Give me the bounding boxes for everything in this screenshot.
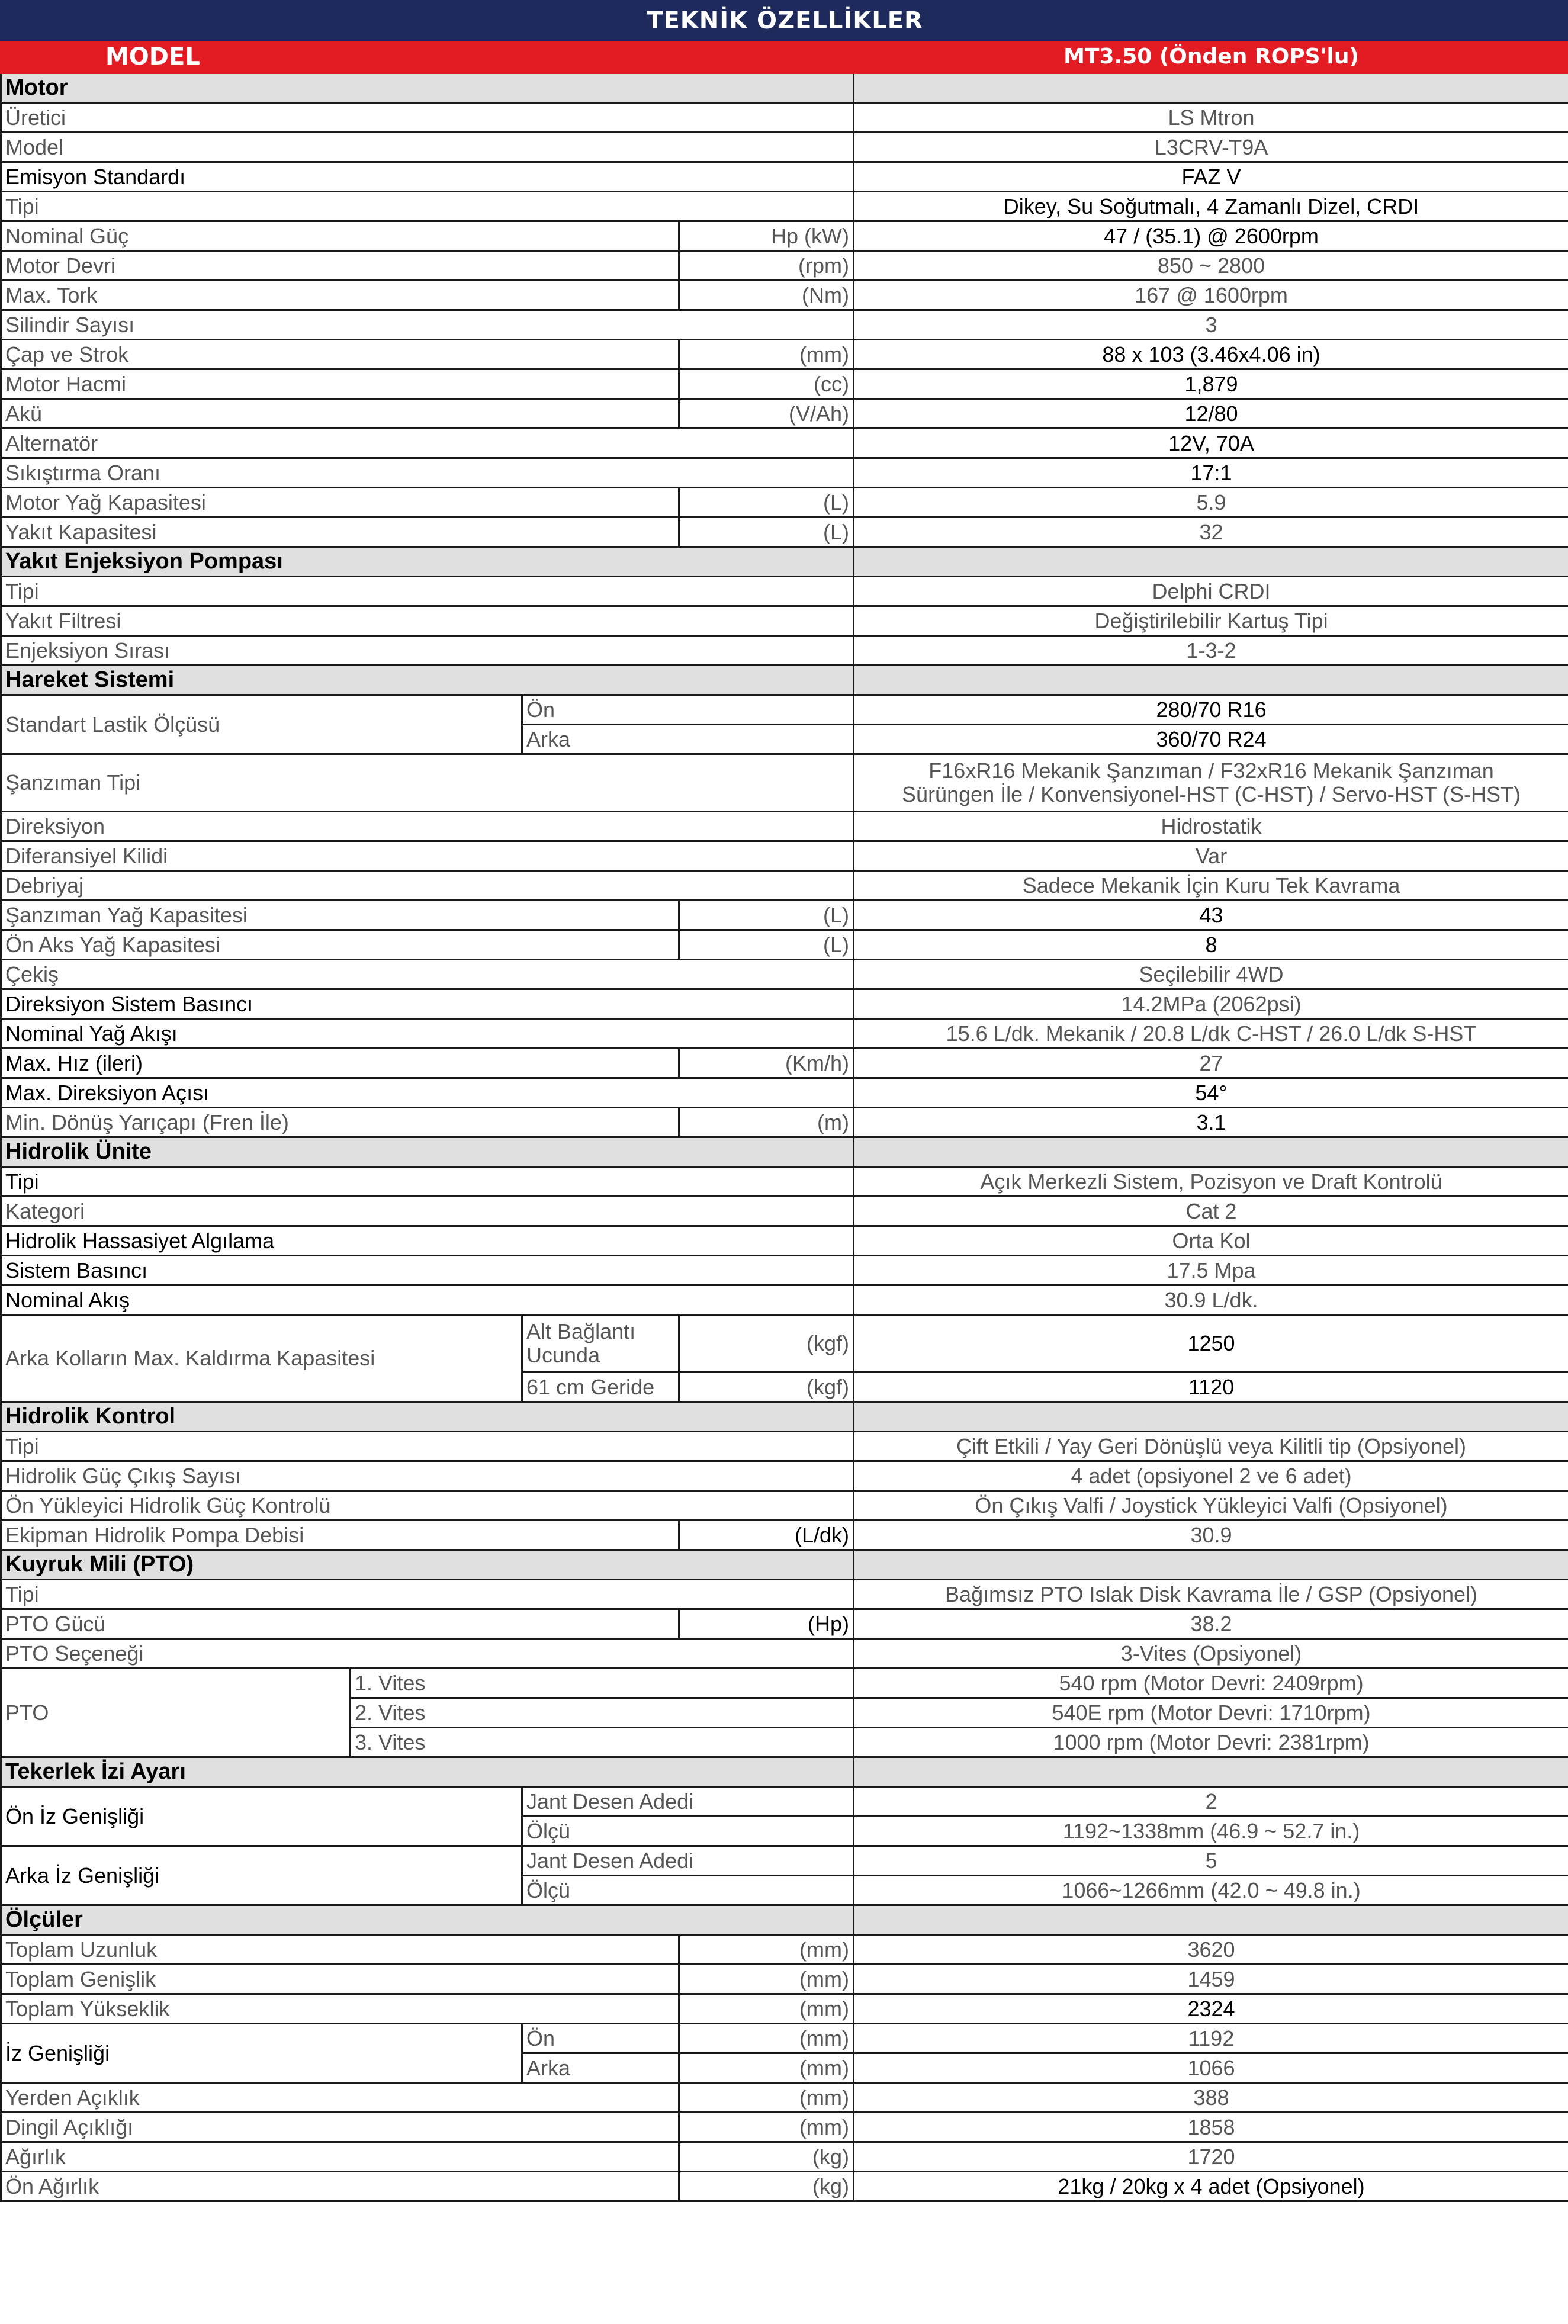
row-value: 15.6 L/dk. Mekanik / 20.8 L/dk C-HST / 26.0 L/dk S-HST bbox=[854, 1019, 1568, 1049]
row-label: Model bbox=[1, 133, 854, 162]
table-row bbox=[1, 695, 1568, 725]
table-row bbox=[1, 1078, 1568, 1108]
table-row bbox=[1, 1167, 1568, 1197]
table-row bbox=[1, 192, 1568, 221]
table-row bbox=[1, 930, 1568, 960]
row-label: Motor Hacmi bbox=[1, 369, 679, 399]
row-value: 1459 bbox=[854, 1965, 1568, 1994]
row-value: 1,879 bbox=[854, 369, 1568, 399]
table-row bbox=[1, 2172, 1568, 2201]
row-value: LS Mtron bbox=[854, 103, 1568, 133]
section-heading-hyd-control: Hidrolik Kontrol bbox=[1, 1402, 854, 1432]
row-unit: (mm) bbox=[679, 340, 854, 369]
row-sublabel: 3. Vites bbox=[351, 1728, 854, 1757]
section-heading-fill bbox=[854, 666, 1568, 695]
row-label: Nominal Akış bbox=[1, 1285, 854, 1315]
row-value: 2324 bbox=[854, 1994, 1568, 2024]
row-label: Debriyaj bbox=[1, 871, 854, 901]
row-label: Yakıt Kapasitesi bbox=[1, 517, 679, 547]
row-label: Direksiyon bbox=[1, 812, 854, 841]
row-label: Diferansiyel Kilidi bbox=[1, 841, 854, 871]
table-row bbox=[1, 871, 1568, 901]
table-row bbox=[1, 812, 1568, 841]
row-unit: (kgf) bbox=[679, 1372, 854, 1402]
row-sublabel: Jant Desen Adedi bbox=[522, 1846, 854, 1876]
row-value: 1250 bbox=[854, 1315, 1568, 1372]
table-row bbox=[1, 517, 1568, 547]
row-sublabel: 61 cm Geride bbox=[522, 1372, 679, 1402]
row-value: 850 ~ 2800 bbox=[854, 251, 1568, 281]
table-row bbox=[1, 1432, 1568, 1461]
section-heading-fill bbox=[854, 73, 1568, 103]
section-heading-fill bbox=[854, 1757, 1568, 1787]
table-row bbox=[1, 458, 1568, 488]
table-row bbox=[1, 1846, 1568, 1876]
row-unit: (L) bbox=[679, 901, 854, 930]
row-sublabel: Jant Desen Adedi bbox=[522, 1787, 854, 1817]
row-label: Nominal Güç bbox=[1, 221, 679, 251]
row-label: Min. Dönüş Yarıçapı (Fren İle) bbox=[1, 1108, 679, 1137]
row-value: 43 bbox=[854, 901, 1568, 930]
row-value: 12V, 70A bbox=[854, 429, 1568, 458]
row-label: Enjeksiyon Sırası bbox=[1, 636, 854, 666]
row-unit: (mm) bbox=[679, 2053, 854, 2083]
row-label: Şanzıman Yağ Kapasitesi bbox=[1, 901, 679, 930]
row-label: Emisyon Standardı bbox=[1, 162, 854, 192]
row-label: Max. Hız (ileri) bbox=[1, 1049, 679, 1078]
row-value: 1000 rpm (Motor Devri: 2381rpm) bbox=[854, 1728, 1568, 1757]
row-value: Delphi CRDI bbox=[854, 577, 1568, 606]
table-row bbox=[1, 2024, 1568, 2053]
row-unit: (kg) bbox=[679, 2172, 854, 2201]
table-row bbox=[1, 221, 1568, 251]
table-row bbox=[1, 1226, 1568, 1256]
row-value: 14.2MPa (2062psi) bbox=[854, 989, 1568, 1019]
row-label: Kategori bbox=[1, 1197, 854, 1226]
row-value: 1858 bbox=[854, 2113, 1568, 2142]
table-row bbox=[1, 251, 1568, 281]
row-value: 3.1 bbox=[854, 1108, 1568, 1137]
table-row bbox=[1, 429, 1568, 458]
section-heading-fill bbox=[854, 1402, 1568, 1432]
row-value: 167 @ 1600rpm bbox=[854, 281, 1568, 310]
table-row bbox=[1, 369, 1568, 399]
row-value: 1066~1266mm (42.0 ~ 49.8 in.) bbox=[854, 1876, 1568, 1905]
table-row bbox=[1, 606, 1568, 636]
row-value: Bağımsız PTO Islak Disk Kavrama İle / GSP (Opsiyonel) bbox=[854, 1580, 1568, 1609]
row-sublabel: Arka bbox=[522, 2053, 679, 2083]
row-unit: (mm) bbox=[679, 1994, 854, 2024]
row-label: Tipi bbox=[1, 192, 854, 221]
row-label: Yerden Açıklık bbox=[1, 2083, 679, 2113]
row-label: Motor Devri bbox=[1, 251, 679, 281]
table-row bbox=[1, 2142, 1568, 2172]
row-sublabel: 1. Vites bbox=[351, 1669, 854, 1698]
table-row bbox=[1, 103, 1568, 133]
row-value: 1720 bbox=[854, 2142, 1568, 2172]
row-label: Motor Yağ Kapasitesi bbox=[1, 488, 679, 517]
row-value: Ön Çıkış Valfi / Joystick Yükleyici Valfi (Opsiyonel) bbox=[854, 1491, 1568, 1521]
row-label: Çekiş bbox=[1, 960, 854, 989]
row-value: 1192 bbox=[854, 2024, 1568, 2053]
row-label: Arka Kolların Max. Kaldırma Kapasitesi bbox=[1, 1315, 522, 1402]
row-label: Tipi bbox=[1, 577, 854, 606]
row-unit: (mm) bbox=[679, 1935, 854, 1965]
row-unit: (kgf) bbox=[679, 1315, 854, 1372]
table-row bbox=[1, 754, 1568, 812]
row-unit: (L/dk) bbox=[679, 1521, 854, 1550]
table-row bbox=[1, 399, 1568, 429]
row-label: Ön Yükleyici Hidrolik Güç Kontrolü bbox=[1, 1491, 854, 1521]
section-heading-fill bbox=[854, 1550, 1568, 1580]
table-row bbox=[1, 1491, 1568, 1521]
row-value: 1120 bbox=[854, 1372, 1568, 1402]
row-value: FAZ V bbox=[854, 162, 1568, 192]
row-value: Orta Kol bbox=[854, 1226, 1568, 1256]
section-heading-track: Tekerlek İzi Ayarı bbox=[1, 1757, 854, 1787]
row-label: PTO bbox=[1, 1669, 351, 1757]
table-row bbox=[1, 1049, 1568, 1078]
row-value: 30.9 bbox=[854, 1521, 1568, 1550]
row-label: Hidrolik Hassasiyet Algılama bbox=[1, 1226, 854, 1256]
table-row bbox=[1, 960, 1568, 989]
row-label: Sistem Basıncı bbox=[1, 1256, 854, 1285]
row-value: 27 bbox=[854, 1049, 1568, 1078]
row-value: Var bbox=[854, 841, 1568, 871]
row-label: Tipi bbox=[1, 1432, 854, 1461]
row-value: 12/80 bbox=[854, 399, 1568, 429]
row-label: Ağırlık bbox=[1, 2142, 679, 2172]
row-label: Toplam Genişlik bbox=[1, 1965, 679, 1994]
table-row bbox=[1, 310, 1568, 340]
row-sublabel: Ön bbox=[522, 695, 854, 725]
row-value: Değiştirilebilir Kartuş Tipi bbox=[854, 606, 1568, 636]
section-heading-dims: Ölçüler bbox=[1, 1905, 854, 1935]
row-label: Standart Lastik Ölçüsü bbox=[1, 695, 522, 754]
row-value: 54° bbox=[854, 1078, 1568, 1108]
model-value: MT3.50 (Önden ROPS'lu) bbox=[854, 41, 1568, 73]
row-sublabel: Ön bbox=[522, 2024, 679, 2053]
row-value: Cat 2 bbox=[854, 1197, 1568, 1226]
table-row bbox=[1, 1256, 1568, 1285]
row-value: 540 rpm (Motor Devri: 2409rpm) bbox=[854, 1669, 1568, 1698]
section-heading-drive: Hareket Sistemi bbox=[1, 666, 854, 695]
row-sublabel: Alt Bağlantı Ucunda bbox=[522, 1315, 679, 1372]
table-row bbox=[1, 1315, 1568, 1372]
row-label: Ön Ağırlık bbox=[1, 2172, 679, 2201]
table-row bbox=[1, 1019, 1568, 1049]
row-value: Seçilebilir 4WD bbox=[854, 960, 1568, 989]
table-row bbox=[1, 133, 1568, 162]
row-label: Direksiyon Sistem Basıncı bbox=[1, 989, 854, 1019]
row-value: Dikey, Su Soğutmalı, 4 Zamanlı Dizel, CRDI bbox=[854, 192, 1568, 221]
page-title: TEKNİK ÖZELLİKLER bbox=[1, 1, 1568, 41]
table-row bbox=[1, 1669, 1568, 1698]
row-unit: (Km/h) bbox=[679, 1049, 854, 1078]
row-value: 17.5 Mpa bbox=[854, 1256, 1568, 1285]
table-row bbox=[1, 1609, 1568, 1639]
row-unit: (L) bbox=[679, 488, 854, 517]
row-unit: (kg) bbox=[679, 2142, 854, 2172]
table-row bbox=[1, 1787, 1568, 1817]
row-value: 280/70 R16 bbox=[854, 695, 1568, 725]
row-unit: (mm) bbox=[679, 2024, 854, 2053]
section-heading-injection: Yakıt Enjeksiyon Pompası bbox=[1, 547, 854, 577]
row-value-line: F16xR16 Mekanik Şanzıman / F32xR16 Mekanik Şanzıman bbox=[928, 758, 1494, 783]
row-label: Ön İz Genişliği bbox=[1, 1787, 522, 1846]
table-row bbox=[1, 2113, 1568, 2142]
table-row bbox=[1, 2083, 1568, 2113]
row-unit: (mm) bbox=[679, 2083, 854, 2113]
row-value-line: Sürüngen İle / Konvensiyonel-HST (C-HST) / Servo-HST (S-HST) bbox=[902, 782, 1521, 806]
row-value: 17:1 bbox=[854, 458, 1568, 488]
section-heading-hydraulic: Hidrolik Ünite bbox=[1, 1137, 854, 1167]
section-heading-pto: Kuyruk Mili (PTO) bbox=[1, 1550, 854, 1580]
row-unit: (m) bbox=[679, 1108, 854, 1137]
row-value: 1-3-2 bbox=[854, 636, 1568, 666]
row-value: 4 adet (opsiyonel 2 ve 6 adet) bbox=[854, 1461, 1568, 1491]
row-value: 38.2 bbox=[854, 1609, 1568, 1639]
table-row bbox=[1, 1639, 1568, 1669]
row-value: Çift Etkili / Yay Geri Dönüşlü veya Kilitli tip (Opsiyonel) bbox=[854, 1432, 1568, 1461]
row-unit: (mm) bbox=[679, 1965, 854, 1994]
row-value: 3-Vites (Opsiyonel) bbox=[854, 1639, 1568, 1669]
row-value: 47 / (35.1) @ 2600rpm bbox=[854, 221, 1568, 251]
row-value: Açık Merkezli Sistem, Pozisyon ve Draft Kontrolü bbox=[854, 1167, 1568, 1197]
table-row bbox=[1, 281, 1568, 310]
row-value: 5 bbox=[854, 1846, 1568, 1876]
row-label: Toplam Uzunluk bbox=[1, 1935, 679, 1965]
row-sublabel: Ölçü bbox=[522, 1817, 854, 1846]
row-value: Hidrostatik bbox=[854, 812, 1568, 841]
row-label: Üretici bbox=[1, 103, 854, 133]
row-label: Dingil Açıklığı bbox=[1, 2113, 679, 2142]
row-label: Arka İz Genişliği bbox=[1, 1846, 522, 1905]
table-row bbox=[1, 488, 1568, 517]
row-label: Şanzıman Tipi bbox=[1, 754, 854, 812]
row-value: 1192~1338mm (46.9 ~ 52.7 in.) bbox=[854, 1817, 1568, 1846]
table-row bbox=[1, 1197, 1568, 1226]
table-row bbox=[1, 636, 1568, 666]
table-row bbox=[1, 1935, 1568, 1965]
row-value: L3CRV-T9A bbox=[854, 133, 1568, 162]
row-value: 388 bbox=[854, 2083, 1568, 2113]
row-label: Çap ve Strok bbox=[1, 340, 679, 369]
table-row bbox=[1, 162, 1568, 192]
row-label: Sıkıştırma Oranı bbox=[1, 458, 854, 488]
row-label: PTO Gücü bbox=[1, 1609, 679, 1639]
row-sublabel: 2. Vites bbox=[351, 1698, 854, 1728]
row-value: 21kg / 20kg x 4 adet (Opsiyonel) bbox=[854, 2172, 1568, 2201]
section-heading-fill bbox=[854, 1137, 1568, 1167]
row-value: 1066 bbox=[854, 2053, 1568, 2083]
row-label: İz Genişliği bbox=[1, 2024, 522, 2083]
table-row bbox=[1, 901, 1568, 930]
row-value: 8 bbox=[854, 930, 1568, 960]
row-value: 88 x 103 (3.46x4.06 in) bbox=[854, 340, 1568, 369]
section-heading-motor: Motor bbox=[1, 73, 854, 103]
row-label: Yakıt Filtresi bbox=[1, 606, 854, 636]
row-label: Nominal Yağ Akışı bbox=[1, 1019, 854, 1049]
row-label: Akü bbox=[1, 399, 679, 429]
row-unit: Hp (kW) bbox=[679, 221, 854, 251]
row-unit: (rpm) bbox=[679, 251, 854, 281]
row-value bbox=[854, 754, 1568, 812]
row-label: Tipi bbox=[1, 1167, 854, 1197]
row-label: Max. Direksiyon Açısı bbox=[1, 1078, 854, 1108]
row-value: 3620 bbox=[854, 1935, 1568, 1965]
row-label: Tipi bbox=[1, 1580, 854, 1609]
row-value: 30.9 L/dk. bbox=[854, 1285, 1568, 1315]
table-row bbox=[1, 577, 1568, 606]
table-row bbox=[1, 1461, 1568, 1491]
table-row bbox=[1, 340, 1568, 369]
table-row bbox=[1, 841, 1568, 871]
row-sublabel: Ölçü bbox=[522, 1876, 854, 1905]
row-label: Ön Aks Yağ Kapasitesi bbox=[1, 930, 679, 960]
section-heading-fill bbox=[854, 547, 1568, 577]
row-unit: (V/Ah) bbox=[679, 399, 854, 429]
row-label: Max. Tork bbox=[1, 281, 679, 310]
row-value: 540E rpm (Motor Devri: 1710rpm) bbox=[854, 1698, 1568, 1728]
table-row bbox=[1, 1108, 1568, 1137]
row-label: Ekipman Hidrolik Pompa Debisi bbox=[1, 1521, 679, 1550]
row-value: 360/70 R24 bbox=[854, 725, 1568, 754]
row-label: Alternatör bbox=[1, 429, 854, 458]
row-unit: (L) bbox=[679, 517, 854, 547]
row-label: Silindir Sayısı bbox=[1, 310, 854, 340]
row-value: 3 bbox=[854, 310, 1568, 340]
row-label: PTO Seçeneği bbox=[1, 1639, 854, 1669]
row-label: Toplam Yükseklik bbox=[1, 1994, 679, 2024]
table-row bbox=[1, 1285, 1568, 1315]
row-label: Hidrolik Güç Çıkış Sayısı bbox=[1, 1461, 854, 1491]
row-value: 2 bbox=[854, 1787, 1568, 1817]
table-row bbox=[1, 1994, 1568, 2024]
row-value: 5.9 bbox=[854, 488, 1568, 517]
table-row bbox=[1, 1965, 1568, 1994]
row-unit: (cc) bbox=[679, 369, 854, 399]
table-row bbox=[1, 1580, 1568, 1609]
row-unit: (Hp) bbox=[679, 1609, 854, 1639]
row-value: 32 bbox=[854, 517, 1568, 547]
row-unit: (mm) bbox=[679, 2113, 854, 2142]
row-unit: (L) bbox=[679, 930, 854, 960]
table-row bbox=[1, 1521, 1568, 1550]
model-label: MODEL bbox=[1, 41, 854, 73]
row-value: Sadece Mekanik İçin Kuru Tek Kavrama bbox=[854, 871, 1568, 901]
row-unit: (Nm) bbox=[679, 281, 854, 310]
row-sublabel: Arka bbox=[522, 725, 854, 754]
section-heading-fill bbox=[854, 1905, 1568, 1935]
table-row bbox=[1, 989, 1568, 1019]
